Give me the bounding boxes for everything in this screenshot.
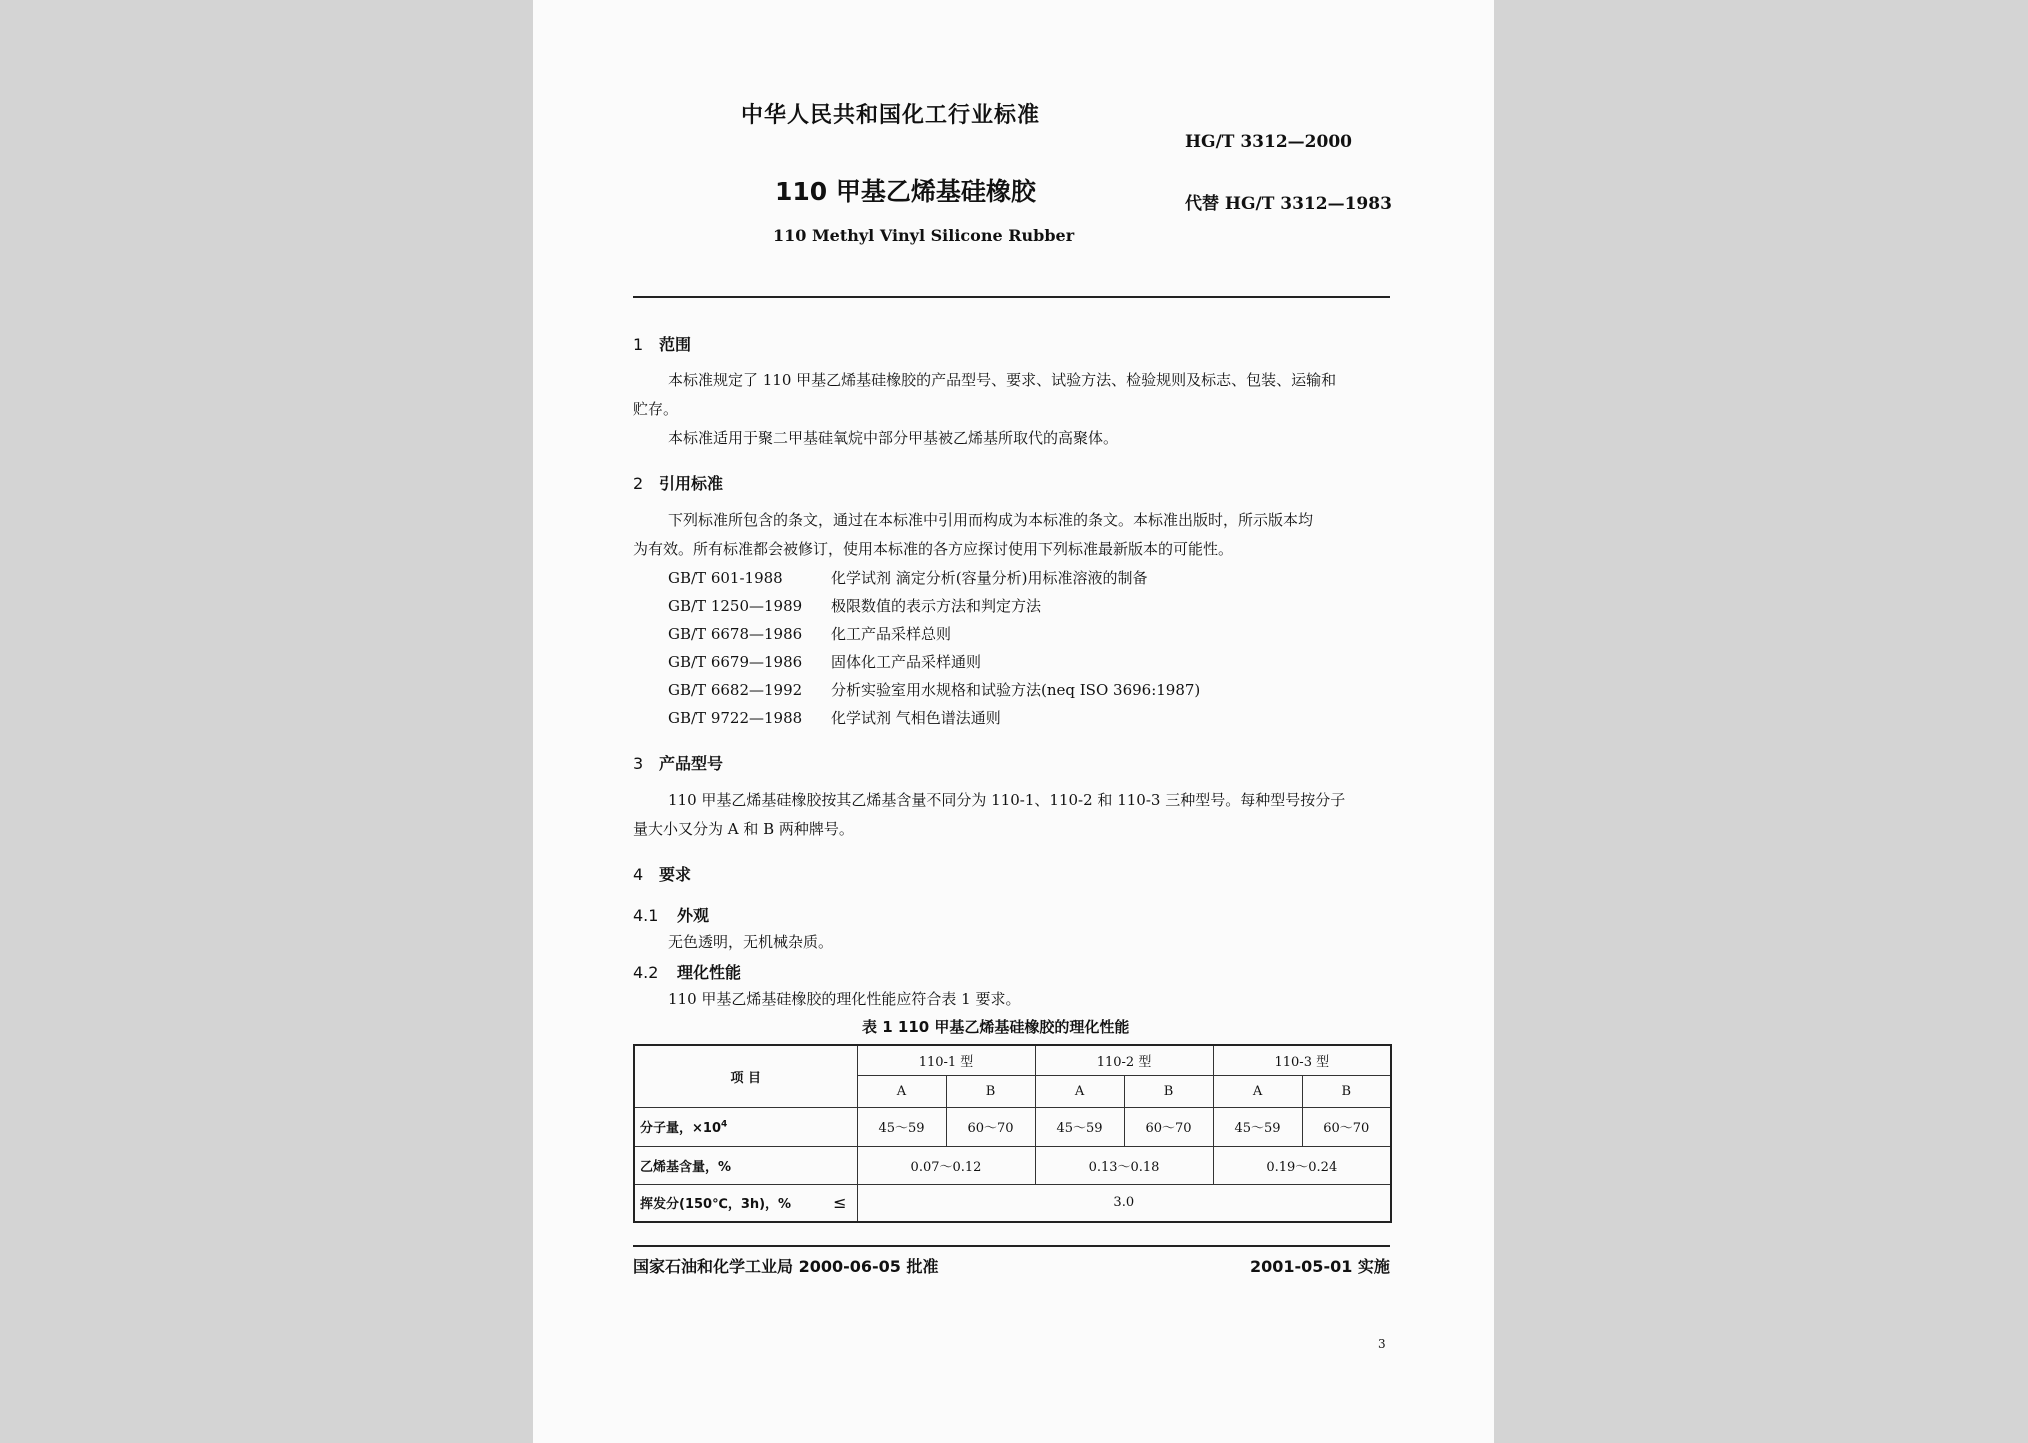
title-chinese: 110 甲基乙烯基硅橡胶 — [775, 177, 1036, 206]
value-cell: 0.07～0.12 — [857, 1146, 1035, 1184]
section-4-2-text: 110 甲基乙烯基硅橡胶的理化性能应符合表 1 要求。 — [668, 990, 1021, 1008]
section-3-heading: 3 产品型号 — [633, 754, 724, 773]
table-row — [634, 1146, 1391, 1184]
approval-line: 国家石油和化学工业局 2000-06-05 批准 — [633, 1257, 939, 1276]
type-header-cell: 110-2 型 — [1035, 1045, 1213, 1075]
value-cell: 0.13～0.18 — [1035, 1146, 1213, 1184]
row-label-vinyl-content: 乙烯基含量，% — [634, 1146, 857, 1184]
less-equal-symbol: ≤ — [833, 1193, 847, 1213]
grade-header-cell: B — [1124, 1075, 1213, 1107]
grade-header-cell: A — [857, 1075, 946, 1107]
section-4-2-heading: 4.2 理化性能 — [633, 963, 742, 982]
section-3-paragraph-1: 110 甲基乙烯基硅橡胶按其乙烯基含量不同分为 110-1、110-2 和 110-3 三种型号。每种型号按分子 — [668, 791, 1346, 809]
reference-item: GB/T 1250—1989 极限数值的表示方法和判定方法 — [668, 597, 1042, 615]
properties-table — [633, 1044, 1392, 1223]
section-2-heading: 2 引用标准 — [633, 474, 724, 493]
value-cell: 45～59 — [857, 1107, 946, 1146]
grade-header-cell: A — [1213, 1075, 1302, 1107]
grade-header-cell: B — [946, 1075, 1035, 1107]
grade-header-cell: A — [1035, 1075, 1124, 1107]
reference-item: GB/T 6679—1986 固体化工产品采样通则 — [668, 653, 982, 671]
section-1-heading: 1 范围 — [633, 335, 692, 354]
section-2-paragraph-1-cont: 为有效。所有标准都会被修订，使用本标准的各方应探讨使用下列标准最新版本的可能性。 — [633, 540, 1234, 558]
header-rule — [633, 296, 1390, 298]
value-cell: 3.0 — [857, 1184, 1391, 1222]
reference-item: GB/T 6678—1986 化工产品采样总则 — [668, 625, 952, 643]
section-2-paragraph-1: 下列标准所包含的条文，通过在本标准中引用而构成为本标准的条文。本标准出版时，所示版本均 — [668, 511, 1314, 529]
title-english: 110 Methyl Vinyl Silicone Rubber — [773, 226, 1075, 245]
section-1-paragraph-2: 本标准适用于聚二甲基硅氧烷中部分甲基被乙烯基所取代的高聚体。 — [668, 429, 1119, 447]
section-4-1-text: 无色透明，无机械杂质。 — [668, 933, 834, 951]
section-3-paragraph-1-cont: 量大小又分为 A 和 B 两种牌号。 — [633, 820, 854, 838]
effective-date: 2001-05-01 实施 — [1250, 1257, 1390, 1276]
section-4-1-heading: 4.1 外观 — [633, 906, 710, 925]
reference-item: GB/T 9722—1988 化学试剂 气相色谱法通则 — [668, 709, 1001, 727]
row-label-volatile: 挥发分(150℃，3h)，% ≤ — [634, 1184, 857, 1222]
type-header-cell: 110-1 型 — [857, 1045, 1035, 1075]
row-label-molecular-weight: 分子量，$\times 10^4$ — [634, 1107, 857, 1146]
value-cell: 45～59 — [1035, 1107, 1124, 1146]
grade-header-cell: B — [1302, 1075, 1391, 1107]
standard-number: HG/T 3312—2000 — [1185, 132, 1352, 152]
value-cell: 45～59 — [1213, 1107, 1302, 1146]
value-cell: 60～70 — [1124, 1107, 1213, 1146]
reference-item: GB/T 6682—1992 分析实验室用水规格和试验方法(neq ISO 3696:1987) — [668, 681, 1201, 699]
value-cell: 60～70 — [1302, 1107, 1391, 1146]
item-header-cell: 项 目 — [634, 1045, 857, 1107]
section-1-paragraph-1-cont: 贮存。 — [633, 400, 679, 418]
replaces-standard: 代替 HG/T 3312—1983 — [1185, 194, 1392, 214]
section-1-paragraph-1: 本标准规定了 110 甲基乙烯基硅橡胶的产品型号、要求、试验方法、检验规则及标志、包装、运输和 — [668, 371, 1337, 389]
value-cell: 0.19～0.24 — [1213, 1146, 1391, 1184]
table-row — [634, 1184, 1391, 1222]
table-header-row — [634, 1045, 1391, 1075]
reference-item: GB/T 601-1988 化学试剂 滴定分析(容量分析)用标准溶液的制备 — [668, 569, 1148, 587]
type-header-cell: 110-3 型 — [1213, 1045, 1391, 1075]
table-caption: 表 1 110 甲基乙烯基硅橡胶的理化性能 — [862, 1018, 1130, 1036]
value-cell: 60～70 — [946, 1107, 1035, 1146]
issuing-authority: 中华人民共和国化工行业标准 — [741, 103, 1041, 128]
page-number: 3 — [1378, 1337, 1386, 1351]
footer-rule — [633, 1245, 1390, 1247]
document-page — [533, 0, 1494, 1443]
section-4-heading: 4 要求 — [633, 865, 692, 884]
table-row — [634, 1107, 1391, 1146]
